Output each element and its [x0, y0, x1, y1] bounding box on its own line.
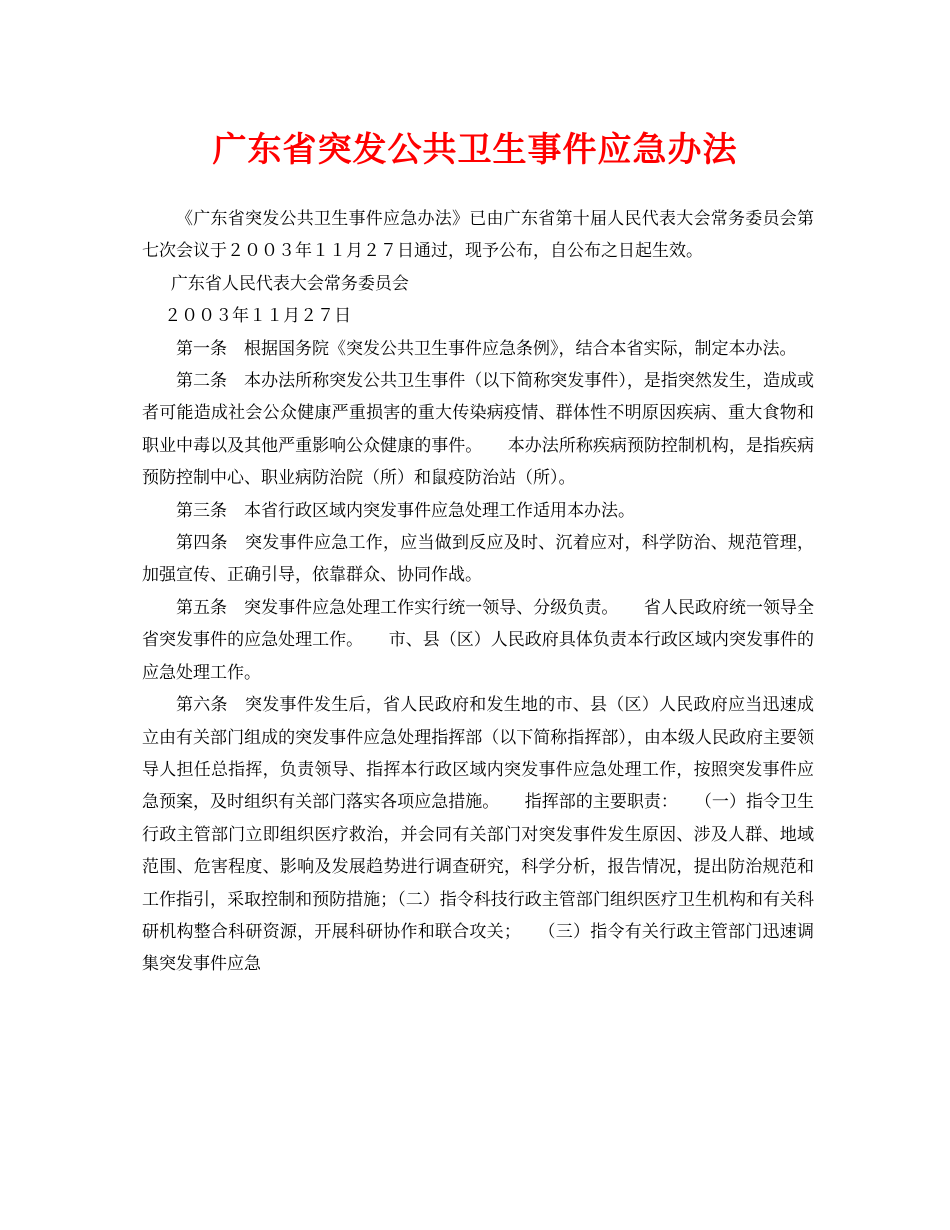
- article-1: 第一条 根据国务院《突发公共卫生事件应急条例》，结合本省实际，制定本办法。: [176, 338, 797, 359]
- document-body: [142, 203, 814, 981]
- article-3: 第三条 本省行政区域内突发事件应急处理工作适用本办法。: [176, 500, 635, 521]
- article-5: 第五条 突发事件应急处理工作实行统一领导、分级负责。 省人民政府统一领导全省突发事件的应急处理工作。 市、县（区）人民政府具体负责本行政区域内突发事件的应急处理工作。: [142, 597, 814, 683]
- article-6: 第六条 突发事件发生后，省人民政府和发生地的市、县（区）人民政府应当迅速成立由有关部门组成的突发事件应急处理指挥部（以下简称指挥部），由本级人民政府主要领导人担任总指挥，负责领导、指挥本行政区域内突发事件应急处理工作，按照突发事件应急预案，及时组织有关部门落实各项应急措施。 指挥部的主要职责： （一）指令卫生行政主管部门立即组织医疗救治，并会同有关部门对突发事件发生原因、涉及人群、地域范围、危害程度、影响及发展趋势进行调查研究，科学分析，报告情况，提出防治规范和工作指引，采取控制和预防措施；（二）指令科技行政主管部门组织医疗卫生机构和有关科研机构整合科研资源，开展科研协作和联合攻关； （三）指令有关行政主管部门迅速调集突发事件应急: [142, 695, 814, 975]
- article-2: 第二条 本办法所称突发公共卫生事件（以下简称突发事件），是指突然发生，造成或者可能造成社会公众健康严重损害的重大传染病疫情、群体性不明原因疾病、重大食物和职业中毒以及其他严重影响公众健康的事件。 本办法所称疾病预防控制机构，是指疾病预防控制中心、职业病防治院（所）和鼠疫防治站（所）。: [142, 371, 814, 489]
- document-title: 广东省突发公共卫生事件应急办法: [212, 130, 738, 170]
- promulgation-paragraph: 《广东省突发公共卫生事件应急办法》已由广东省第十届人民代表大会常务委员会第七次会议于２００３年１１月２７日通过，现予公布，自公布之日起生效。: [142, 209, 814, 262]
- article-4: 第四条 突发事件应急工作，应当做到反应及时、沉着应对，科学防治、规范管理，加强宣传、正确引导，依靠群众、协同作战。: [142, 533, 814, 586]
- issue-date: ２００３年１１月２７日: [164, 306, 352, 327]
- issuing-authority: 广东省人民代表大会常务委员会: [170, 273, 409, 294]
